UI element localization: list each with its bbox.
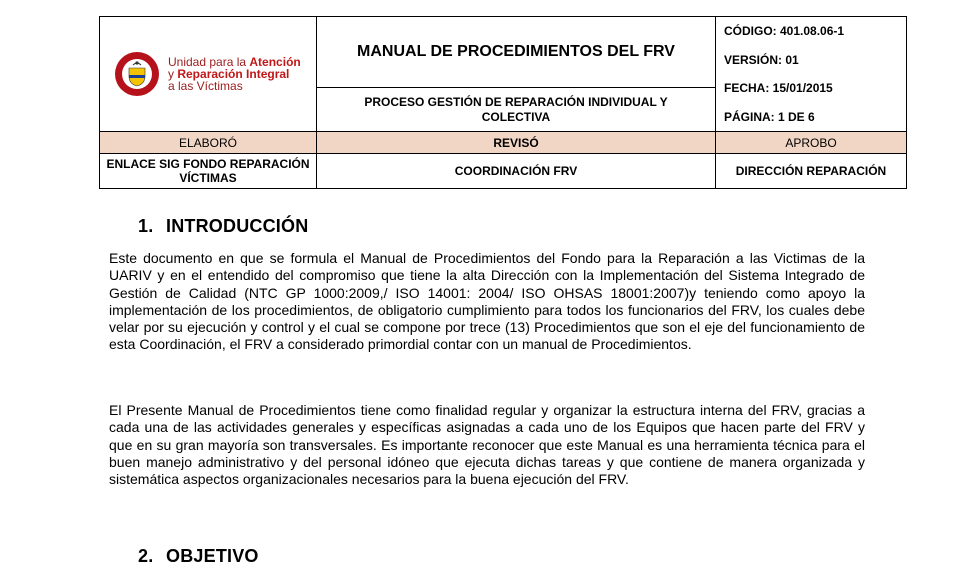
meta-cell (716, 17, 907, 132)
role-elaboro: ELABORÓ (100, 132, 317, 154)
colombia-seal-icon (114, 51, 160, 97)
responsible-aprobo: DIRECCIÓN REPARACIÓN (716, 154, 907, 189)
role-reviso: REVISÓ (317, 132, 716, 154)
responsibles-row (100, 154, 907, 189)
document-date: FECHA: 15/01/2015 (724, 81, 833, 95)
paragraph: Este documento en que se formula el Manual de Procedimientos del Fondo para la Reparación a las Victimas de la UARIV y en el entendido del compromiso que tiene la alta Dirección con la Implementación del Sistema Integrado de Gestión de Calidad (NTC GP 1000:2009,/ ISO 14001: 2004/ ISO OHSAS 18001:2007)y teniendo como apoyo la implementación de los procedimientos, de obligatorio cumplimiento para todos los funcionarios del FRV, los cuales debe velar por su ejecución y control y el cual se compone por trece (13) Procedimientos que son el eje del funcionamiento de esta Coordinación, el FRV a considerado primordial contar con un manual de Procedimientos. (109, 250, 865, 353)
title-cell (317, 17, 716, 132)
document-version: VERSIÓN: 01 (724, 52, 799, 67)
document-subtitle: PROCESO GESTIÓN DE REPARACIÓN INDIVIDUAL Y COLECTIVA (364, 94, 668, 124)
logo-cell (100, 17, 317, 132)
logo-wordmark: Unidad para la Atención y Reparación Integral a las Víctimas (168, 55, 301, 93)
section-heading-objetivo: 2. OBJETIVO (138, 546, 259, 566)
logo (100, 51, 316, 97)
document-title: MANUAL DE PROCEDIMIENTOS DEL FRV (317, 17, 715, 88)
responsible-elaboro: ENLACE SIG FONDO REPARACIÓN VÍCTIMAS (100, 154, 317, 189)
document-code: CÓDIGO: 401.08.06-1 (724, 24, 845, 38)
role-aprobo: APROBO (716, 132, 907, 154)
roles-row (100, 132, 907, 154)
document-page: PÁGINA: 1 DE 6 (724, 109, 815, 124)
responsible-reviso: COORDINACIÓN FRV (317, 154, 716, 189)
section-heading-introduccion: 1. INTRODUCCIÓN (138, 216, 309, 236)
document-header-table (99, 16, 907, 189)
paragraph: El Presente Manual de Procedimientos tiene como finalidad regular y organizar la estructura interna del FRV, gracias a cada una de las actividades generales y específicas asignadas a cada uno de los Equipos que hacen parte del FRV y que en su gran mayoría son transversales. Es importante reconocer que este Manual es una herramienta técnica para el buen manejo administrativo y del personal idóneo que ejecuta dichas tareas y que contiene de manera organizada y sistemática aspectos organizacionales necesarios para la buena ejecución del FRV. (109, 402, 865, 488)
